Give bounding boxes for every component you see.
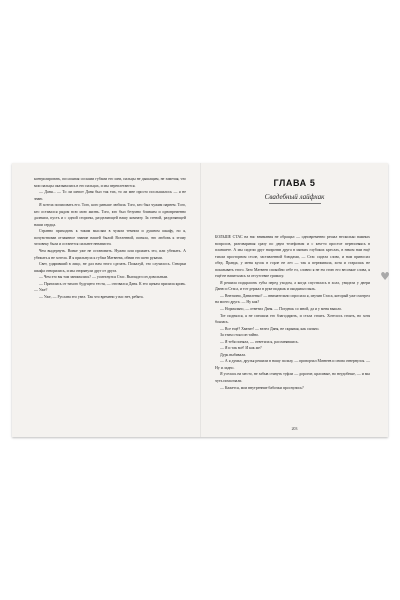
paragraph: Тот поднялся, я не спешила его благодарить, и стала стоять. Хотелось стоять, но хотя боялась. bbox=[215, 313, 370, 325]
paragraph: — Я тебя поняла, — ответила я, рассмеявшись. bbox=[220, 339, 299, 344]
left-page-body bbox=[34, 176, 186, 300]
paragraph: Странно приходить к таким мыслям в чужом темном и душном шкафу, но я, почувствовав отчаянное знание нашей былой Вселенной, поняла, что любовь к этому человеку была и останется сильнее ненависти. bbox=[34, 229, 186, 247]
paragraph: Я уселась на место, не забыв стянуть туфли — дорогие, красивые, но неудобные, — и мы чуть помолчали. bbox=[215, 372, 370, 384]
paragraph: — Кажется, мои внутренние бабочки проснулись? bbox=[220, 385, 304, 390]
heart-icon[interactable]: ♥ bbox=[380, 269, 390, 283]
paragraph: Чем выдернуть. Вовке уже не остановить. Нужно или прожить это, или убежать. А убежать я не хотела. И я прильнула к губам Матвеева, обвив его шею руками. bbox=[34, 249, 186, 260]
right-page-body bbox=[215, 234, 370, 391]
paragraph: Дурь выбивала. bbox=[220, 352, 246, 357]
paragraph: — Внезапно, Даниленко? — внимательно спросила я, изучив Стаса, который уже смотрел на моего друга. — Ну как? bbox=[215, 293, 370, 305]
paragraph: контролировать, посасывая сосками губами его шеи, пальцы не дышащим, не замечая, что мои пальцы оказывались в его пальцах, и мы переплетаются. bbox=[34, 177, 186, 188]
chapter-subtitle: Свадебный лайфхак bbox=[264, 193, 325, 201]
paragraph: — Уже, — Руслана его увел. Так что времени у вас нет, ребята. bbox=[39, 294, 144, 299]
paragraph: — Даня... — То ли шепот Даня был так тих, то ли мне просто послышалось — я не знаю. bbox=[34, 190, 186, 201]
paragraph: — Прятались от тихого будущего тестя, — отозвался Даня. К его щекам прилила кровь. — Уже? bbox=[34, 281, 186, 293]
paragraph: За этим стоял он тайно. bbox=[220, 333, 260, 338]
book-spread bbox=[12, 163, 388, 437]
chapter-divider bbox=[269, 203, 321, 204]
paragraph: — А я думал, друзья решили в нашу пользу, — проворчал Матвеев и снова отвернулся. — Ну и ладно. bbox=[215, 359, 370, 370]
right-page bbox=[201, 163, 388, 437]
paragraph: — Чем это вы там занимались? — усмехнулся Стас. Выглядел он довольным. bbox=[39, 275, 169, 280]
page-number: 203 bbox=[291, 427, 298, 431]
paragraph: — Я и так всё! И как же? bbox=[220, 346, 262, 351]
chapter-title: ГЛАВА 5 bbox=[273, 178, 316, 188]
paragraph: — Нормально, — ответил Даня. — Поедешь со мной, да и у меня вышло. bbox=[220, 307, 343, 312]
paragraph: Я решила подкрасить губы перед уходом, а когда спустилась в холл, увидела у двери Даню и Стаса, и тот держал в руке пиджак и скидывал пыль. bbox=[215, 280, 370, 292]
paragraph: БОЛЬШЕ СТАС на нас внимания не обращал — одновременно решал несколько важных вопросов, разговаривая сразу по двум телефонам и с кем-то простое перепоняясь в планшете. А мы сидели друг напротив друга в мягких глубоких креслах, в неком нам ещё тихом просторном столе, заставленной блюдами, — Стас сидела слово, и нам приносил обед. Правда, у меня кусок в горле не лез — так я переживала, хотя и старалась не показывать этого. Зато Матвеев спокойно себе ел, словно я не ем стою его весомые слова, я ещё не напиталась за отсутствие гримасу. bbox=[215, 235, 370, 279]
left-page bbox=[12, 163, 200, 437]
paragraph: — Все ещё? Хватит! — велел Даня, не скрывая, как сильно. bbox=[220, 326, 320, 331]
paragraph: Я хотела пописовать его. Того, кого раньше любила. Того, кто был чужим парнем. Того, кто оставался рядом всю мою жизнь. Того, кто был безумно близким и одновременно далеким, пусть и с одной стороны, разделяющей нашу комнату. За стеной, разделяющей наши сердца. bbox=[34, 203, 186, 227]
paragraph: Свет, ударивший в лицо, не дал нам этого сделать. Пожалуй, это случилось. Створки шкафа отворились, и мы отпрянули друг от друга. bbox=[34, 262, 186, 273]
